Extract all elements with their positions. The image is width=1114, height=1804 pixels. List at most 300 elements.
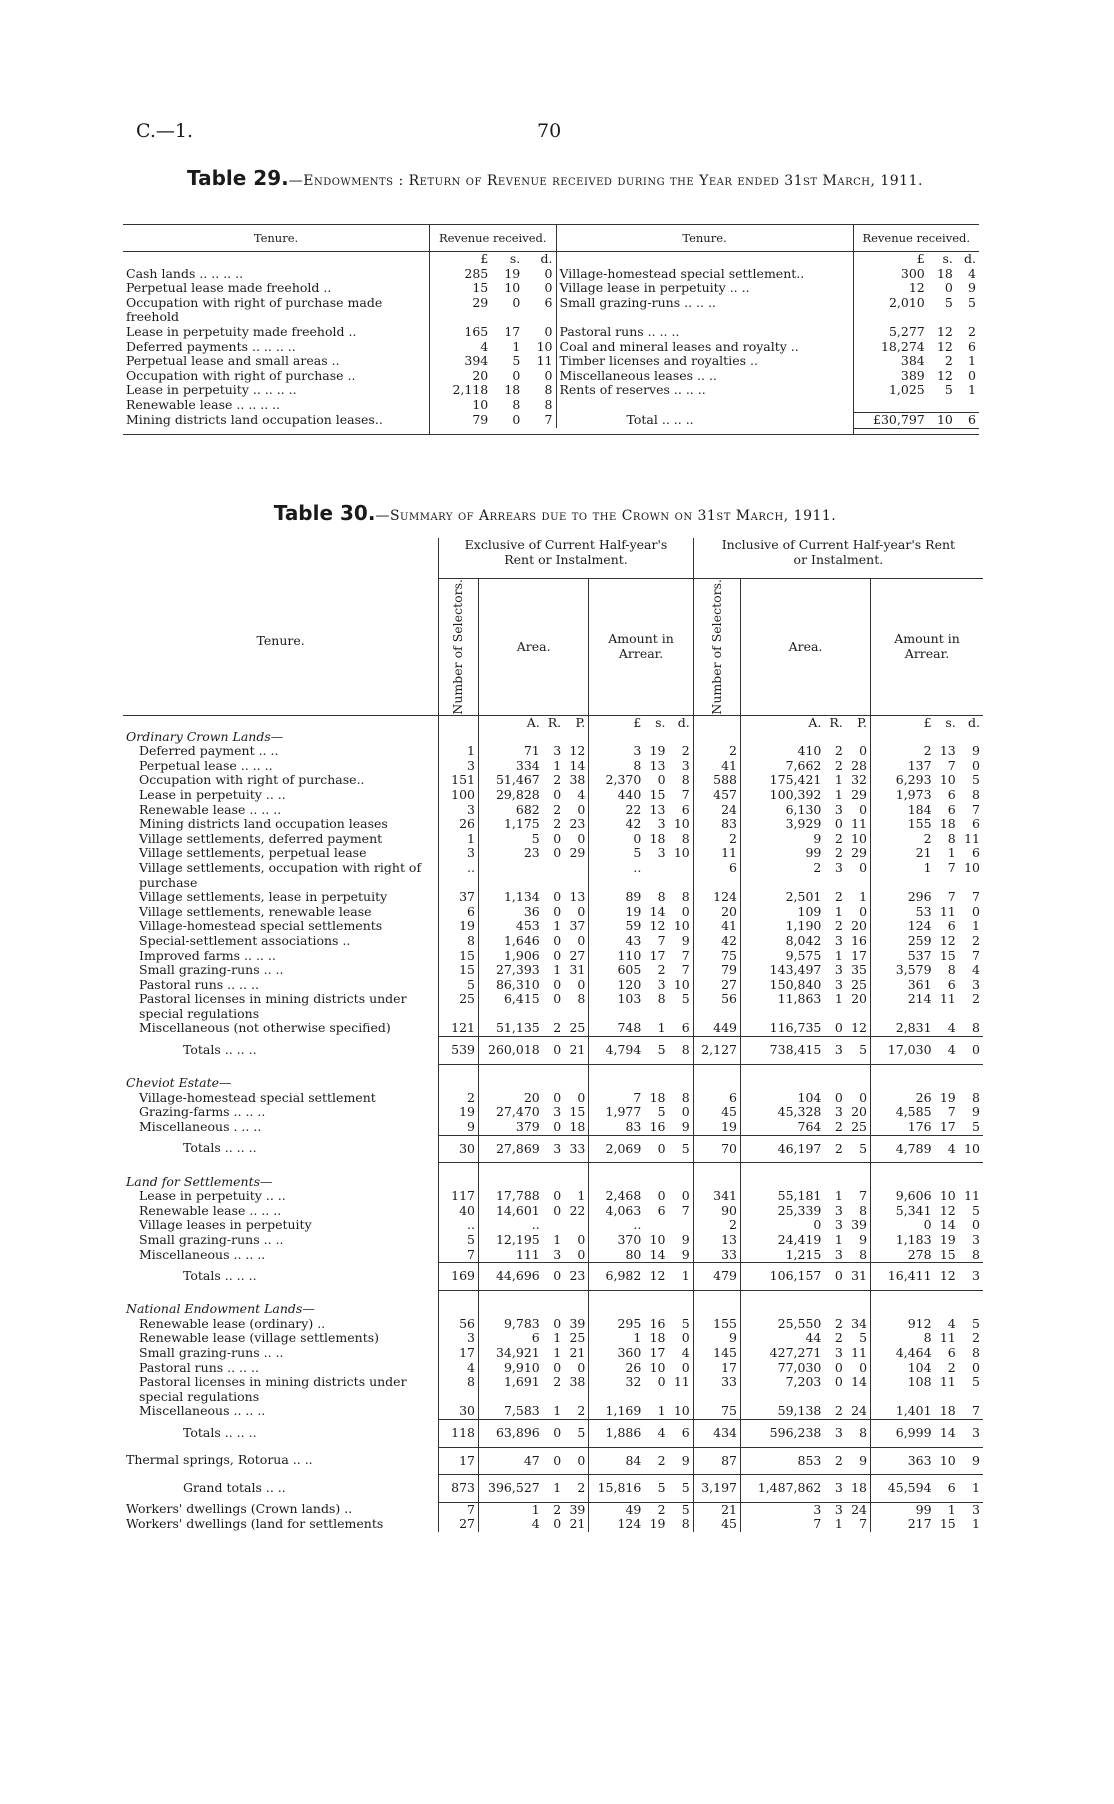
t30-value-cell: 1,169 [589,1404,644,1419]
t30-money-unit: s. [655,714,666,730]
t30-value-cell: 12 [644,1263,668,1291]
t30-value-cell: 20 [851,1104,868,1120]
t29-revenue-cell: 2,010 [853,296,928,325]
t30-value-cell: 12,195 [478,1233,542,1248]
t30-value-cell: 27 [439,1517,479,1532]
t30-value-cell: 28 [851,757,868,773]
t29-total-cell: £30,797 [853,413,928,429]
t30-value-cell: 27 [693,978,740,993]
t30-value-cell: 0 [834,1359,843,1375]
table29-title [130,166,980,190]
t30-value-cell: 15 [439,963,479,978]
t30-value-cell: 0 [577,801,586,817]
t30-value-cell: 1,134 [478,890,542,905]
t30-value-cell: 16,411 [871,1263,935,1291]
t30-row [123,744,983,759]
t29-revenue-cell: 2 [944,353,953,369]
t30-value-cell: 0 [553,830,562,846]
t30-value-cell: 51,135 [478,1021,542,1036]
t30-tenure-label [123,1317,439,1332]
t30-value-cell: 6,293 [871,773,935,788]
t29-revenue-cell: 79 [430,413,492,429]
t30-workers-row [123,1502,983,1517]
t30-value-cell: 0 [859,743,868,759]
t30-tenure-text: Village settlements, occupation with right of purchase [139,859,422,890]
t30-value-cell: 31 [846,1263,871,1291]
t30-row [123,1233,983,1248]
t30-value-cell: 2 [871,832,935,847]
t29-leader-dots: .. [344,323,357,339]
t30-value-cell: 9,606 [871,1189,935,1204]
t30-value-cell: 1 [834,772,843,788]
t30-value-cell: 20 [693,905,740,920]
t30-spacer [871,1163,983,1190]
t30-leader-dots: .. [313,1315,326,1331]
t30-value-cell: 1 [657,1020,666,1036]
t30-value-cell: 5 [972,1118,980,1134]
t30-value-cell: 1,886 [589,1420,644,1448]
t30-leader-dots: .. .. .. [220,1140,257,1156]
t30-row [123,803,983,818]
t30-value-cell: 1 [959,1475,983,1503]
t30-section-heading: National Endowment Lands— [126,1301,315,1317]
t30-value-cell: 86,310 [478,978,542,993]
t30-value-cell: 1 [577,1188,586,1204]
t29-tenure-text: Lease in perpetuity [126,382,249,398]
t30-value-cell: 1 [834,991,843,1007]
t30-value-cell: 4,794 [589,1037,644,1065]
t30-row [123,832,983,847]
t30-leader-dots: .. .. .. [229,1246,266,1262]
t30-tenure-text: Mining districts land occupation leases [139,816,388,832]
t30-value-cell: 23 [564,1263,589,1291]
t30-value-cell: 11 [964,1188,980,1204]
t30-value-cell: 24 [851,1403,868,1419]
t29-tenure-text: Village lease in perpetuity [559,280,726,296]
t30-value-cell: 14,601 [478,1204,542,1219]
t30-tenure-text: Pastoral licenses in mining districts under special regulations [139,991,407,1021]
t30-tenure-text: Village settlements, renewable lease [139,903,372,919]
t30-value-cell: 9 [959,1447,983,1475]
t30-value-cell: 12 [569,743,586,759]
t30-value-cell: 21 [569,1516,586,1532]
t30-value-cell: 19 [439,1105,479,1120]
t29-revenue-cell: 1,025 [853,383,928,398]
t29-revenue-cell: 384 [853,354,928,369]
t30-tenure-text: Renewable lease .. [139,801,258,817]
t30-leader-dots: .. .. [261,1188,286,1204]
t30-value-cell: 13 [939,743,956,759]
t30-col-number [439,579,479,716]
t29-tenure-text: Occupation with right of purchase [126,367,344,383]
t29-empty [853,398,928,413]
t30-value-cell: 7 [972,889,980,905]
t30-value-cell: 0 [553,1202,562,1218]
t30-value-cell: 11 [693,846,740,861]
t30-value-cell: 2 [644,1447,668,1475]
t30-value-cell: 8 [947,830,956,846]
t29-revenue-cell: 8 [523,383,556,398]
t30-value-cell: 6 [681,1020,690,1036]
t29-revenue-cell: 1 [512,338,521,354]
t30-value-cell: 6 [935,1475,959,1503]
t30-value-cell: 0 [681,1188,690,1204]
t30-value-cell: 1 [553,1345,562,1361]
t30-leader-dots: .. .. [261,786,286,802]
t30-leader-dots: .. .. [261,1479,286,1495]
t30-tenure-text: Miscellaneous [139,1246,230,1262]
t30-value-cell: 0 [543,1037,564,1065]
t30-spacer [478,1163,588,1190]
t30-value-cell: 39 [569,1501,586,1517]
t29-col-tenure: Tenure. [253,230,299,245]
t30-spacer [589,1290,693,1317]
t30-leader-dots: .. .. .. [220,1424,257,1440]
t30-value-cell: 4 [577,786,586,802]
t30-value-cell: 2 [834,889,843,905]
t30-value-cell: 31 [569,962,586,978]
t29-unit: £ [430,252,492,267]
t30-tenure-label [123,773,439,788]
t30-value-cell: 605 [589,963,644,978]
t30-value-cell: 9 [693,1331,740,1346]
t29-revenue-cell: 11 [523,354,556,369]
t30-value-cell: 9 [681,1246,690,1262]
t30-value-cell: 45 [693,1105,740,1120]
t30-value-cell: 0 [972,1217,980,1233]
t30-leader-dots: .. .. [257,801,282,817]
t30-value-cell: 3,197 [693,1475,740,1503]
t30-value-cell: 3 [834,962,843,978]
t30-value-cell: 6 [439,905,479,920]
t30-value-cell: 10 [649,1232,666,1247]
t30-value-cell: 117 [439,1189,479,1204]
t30-tenure-label [123,832,439,847]
t30-value-cell: 10 [959,1135,983,1163]
t30-tenure-text: Lease in perpetuity [139,1188,262,1204]
t30-value-cell: 9 [846,1447,871,1475]
t29-tenure-text: Miscellaneous leases [559,367,694,383]
t30-value-cell: 8 [947,962,956,978]
t30-workers-row [123,1517,983,1532]
t30-value-cell: 5 [859,1330,868,1346]
t30-value-cell: 3 [589,744,644,759]
t30-value-cell: 100,392 [740,788,824,803]
t30-value-cell: 8 [439,1375,479,1404]
t30-value-cell: 10 [649,1359,666,1375]
t29-revenue-cell: 10 [430,398,492,413]
t30-value-cell: 1,691 [478,1375,542,1404]
t30-value-cell: 7 [681,947,690,963]
t30-value-cell: 15 [939,1516,956,1532]
t30-value-cell: 3 [553,1246,562,1262]
t30-value-cell: 3 [972,1501,980,1517]
t30-tenure-text: Pastoral runs [139,1359,224,1375]
t29-revenue-cell: 29 [430,296,492,325]
t30-value-cell: 10 [673,1403,690,1419]
t30-value-cell: 41 [693,759,740,774]
t30-value-cell: 5 [972,1315,980,1331]
t29-tenure-text: Lease in perpetuity made freehold [126,323,345,339]
t30-value-cell: 9,575 [740,949,824,964]
t30-value-cell: 7 [681,1202,690,1218]
t30-value-cell: 11 [851,816,868,832]
t29-leader-dots: .. .. .. [669,382,706,398]
t30-row [123,1404,983,1419]
t30-tenure-label [123,1263,439,1291]
t30-value-cell: 0 [972,757,980,773]
t30-value-cell: 145 [693,1346,740,1361]
t30-row [123,919,983,934]
t30-value-cell: 49 [589,1502,644,1517]
t29-col-revenue-2: Revenue received. [853,225,979,252]
t30-row [123,1021,983,1036]
t30-leader-dots: .. .. [254,743,279,759]
t30-spacer [740,1163,870,1190]
t30-row [123,890,983,905]
t30-value-cell: 18 [939,1403,956,1419]
t30-value-cell: 6 [947,918,956,934]
t29-tenure-text: Village-homestead special settlement [559,265,797,281]
t30-value-cell: 5 [846,1037,871,1065]
t30-value-cell: 2 [553,1020,562,1036]
t30-value-cell: 6,999 [871,1420,935,1448]
t29-row [123,325,979,340]
t30-tenure-text: Perpetual lease .. [139,757,249,773]
t30-value-cell: 75 [693,949,740,964]
t30-value-cell: 9 [669,1447,694,1475]
t30-leader-dots: . .. .. [229,1118,262,1134]
t30-value-cell: 3 [834,932,843,948]
t30-value-cell: 10 [673,845,690,861]
t30-value-cell: 2 [947,1359,956,1375]
t30-value-cell: 5 [439,1233,479,1248]
t29-revenue-cell: 0 [944,280,953,296]
t30-value-cell: 7 [740,1517,824,1532]
t30-tenure-label [123,817,439,832]
t29-tenure-text: Timber licenses and royalties [559,353,747,369]
t30-tenure-text: Village-homestead special settlement [139,1089,376,1105]
t30-value-cell: 7 [859,1188,868,1204]
t30-value-cell: 29 [851,786,868,802]
t29-row [123,354,979,369]
t30-value-cell: 596,238 [740,1420,824,1448]
t30-value-cell: 3 [824,1475,845,1503]
t29-leader-dots: .. [327,353,340,369]
t30-value-cell: 12 [939,1202,956,1218]
t30-value-cell: 14 [649,1246,666,1262]
t30-value-cell: 2 [693,1218,740,1233]
t29-tenure-label [556,383,853,398]
t30-value-cell: 17 [439,1447,479,1475]
t30-value-cell: 1 [834,1232,843,1247]
t30-tenure-text: Pastoral licenses in mining districts under special regulations [139,1374,407,1404]
t29-revenue-cell: 4 [968,265,976,281]
t30-value-cell: 11 [939,903,956,919]
t30-value-cell: 1,973 [871,788,935,803]
t30-value-cell: 0 [553,786,562,802]
t30-value-cell: 10 [851,830,868,846]
t30-value-cell: 3 [740,1502,824,1517]
t30-value-cell: 14 [851,1374,868,1390]
t30-spacer [589,1163,693,1190]
t30-value-cell: 0 [859,1359,868,1375]
t30-tenure-label [123,1218,439,1233]
t30-value-cell: 6,415 [478,992,542,1021]
t30-value-cell: 2 [834,845,843,861]
t30-value-cell: 23 [569,816,586,832]
t30-thermal-row [123,1447,983,1475]
t30-value-cell: 18 [649,1089,666,1105]
t30-value-cell: 32 [851,772,868,788]
t29-revenue-cell: 19 [504,265,521,281]
t30-value-cell: 25 [569,1020,586,1036]
t30-value-cell: 2 [824,1447,845,1475]
t29-row [123,398,979,413]
t30-leader-dots: .. [356,772,365,788]
t30-value-cell: 42 [693,934,740,949]
t30-value-cell [669,861,694,890]
t30-value-cell: 3 [553,1104,562,1120]
t29-tenure-label [556,296,853,325]
t30-value-cell: 4 [947,1020,956,1036]
t30-value-cell: 0 [577,903,586,919]
t29-revenue-cell: 9 [968,280,976,296]
t30-tenure-label [123,1361,439,1376]
t29-revenue-cell: 18 [936,265,953,281]
t30-value-cell: 2 [834,1330,843,1346]
t30-value-cell: 1 [834,786,843,802]
t30-spacer [871,1290,983,1317]
t29-revenue-cell: 0 [523,267,556,282]
t30-row [123,861,983,890]
t30-value-cell: 8 [681,1516,690,1532]
t30-area-unit: A. [478,715,542,744]
t30-area-unit: P. [575,714,586,730]
t30-tenure-label [123,1189,439,1204]
t30-value-cell: 13 [569,889,586,905]
t30-value-cell: .. [478,1218,542,1233]
t30-value-cell: 20 [851,991,868,1007]
t30-spacer [693,1064,740,1091]
t30-value-cell: 12 [649,918,666,934]
t30-value-cell: 8 [859,1202,868,1218]
t30-value-cell: 32 [589,1375,644,1404]
t30-leader-dots: .. .. .. [220,1267,257,1283]
t29-tenure-label [123,383,430,398]
t30-spacer [693,715,740,744]
t30-value-cell: 1 [553,1330,562,1346]
t29-row [123,340,979,355]
t30-value-cell: 2,370 [589,773,644,788]
t30-value-cell: 5 [439,978,479,993]
t30-value-cell: 14 [935,1420,959,1448]
t30-value-cell: 8 [972,1345,980,1361]
t30-value-cell: 89 [589,890,644,905]
t30-value-cell: 3 [972,976,980,992]
t29-revenue-cell: 0 [512,294,521,310]
t30-value-cell: 56 [693,992,740,1021]
t29-tenure-label [123,325,430,340]
t30-value-cell: 8 [871,1331,935,1346]
t30-value-cell: 2 [834,743,843,759]
t30-value-cell: 11 [851,1345,868,1361]
t30-value-cell: 1 [972,918,980,934]
t30-value-cell: 0 [553,1089,562,1105]
t30-value-cell: 7 [859,1516,868,1532]
t30-value-cell: 19 [693,1120,740,1135]
t30-tenure-text: Miscellaneous [139,1403,230,1419]
t30-tenure-text: Village-homestead special settlements [139,918,383,934]
t30-value-cell: 0 [553,1516,562,1532]
t30-value-cell: 11 [939,991,956,1007]
t30-value-cell: 1 [439,744,479,759]
t30-row [123,1346,983,1361]
t30-value-cell: 0 [543,1447,564,1475]
t30-value-cell: 427,271 [740,1346,824,1361]
t30-value-cell: 4 [947,1315,956,1331]
report-code: C.—1. [136,120,194,142]
t30-value-cell: 0 [577,1246,586,1262]
t30-value-cell: 0 [972,903,980,919]
t29-revenue-cell: 18 [504,382,521,398]
t30-value-cell: 25 [851,976,868,992]
t30-row [123,1218,983,1233]
t29-tenure-label [556,354,853,369]
t30-value-cell: 4 [644,1420,668,1448]
t30-col-amount: Amount in Arrear. [589,579,693,716]
page-number: 70 [537,120,562,142]
t29-row [123,296,979,325]
t30-value-cell: 2 [681,743,690,759]
t29-revenue-cell: 5 [944,382,953,398]
t29-revenue-cell: 285 [430,267,492,282]
t30-totals-row [123,1263,983,1291]
t30-tenure-text: Grazing-farms [139,1104,230,1120]
t30-value-cell: 5 [669,1135,694,1163]
t30-value-cell: 434 [693,1420,740,1448]
table29 [123,224,979,435]
t29-leader-dots: .. .. .. .. [232,396,281,412]
t30-value-cell: 18 [649,1330,666,1346]
t29-tenure-label [556,267,853,282]
t30-value-cell: 2 [972,932,980,948]
table30-title-text: —Summary of Arrears due to the Crown on 31st March, 1911. [375,508,837,524]
t30-section-heading: Land for Settlements— [126,1173,273,1189]
t29-revenue-cell: 2,118 [430,383,492,398]
t29-tenure-label [556,369,853,384]
t30-value-cell: 0 [681,1330,690,1346]
t30-value-cell: 18 [939,816,956,832]
t30-value-cell: 118 [439,1420,479,1448]
t30-row [123,992,983,1021]
t29-tenure-label [123,267,430,282]
t30-value-cell: 453 [478,919,542,934]
t30-value-cell: 9 [681,1118,690,1134]
t30-value-cell: 184 [871,803,935,818]
t30-tenure-label [123,1091,439,1106]
t30-value-cell: 1 [669,1263,694,1291]
t30-value-cell: 479 [693,1263,740,1291]
t29-tenure-text: Renewable lease [126,396,233,412]
t29-revenue-cell: 2 [968,323,976,339]
t30-tenure-label [123,1037,439,1065]
t30-group-inclusive: Inclusive of Current Half-year's Rent or Instalment. [693,538,983,579]
t30-value-cell: 370 [589,1233,644,1248]
t30-tenure-label [123,1331,439,1346]
t30-tenure-label [123,890,439,905]
t30-tenure-label [123,934,439,949]
